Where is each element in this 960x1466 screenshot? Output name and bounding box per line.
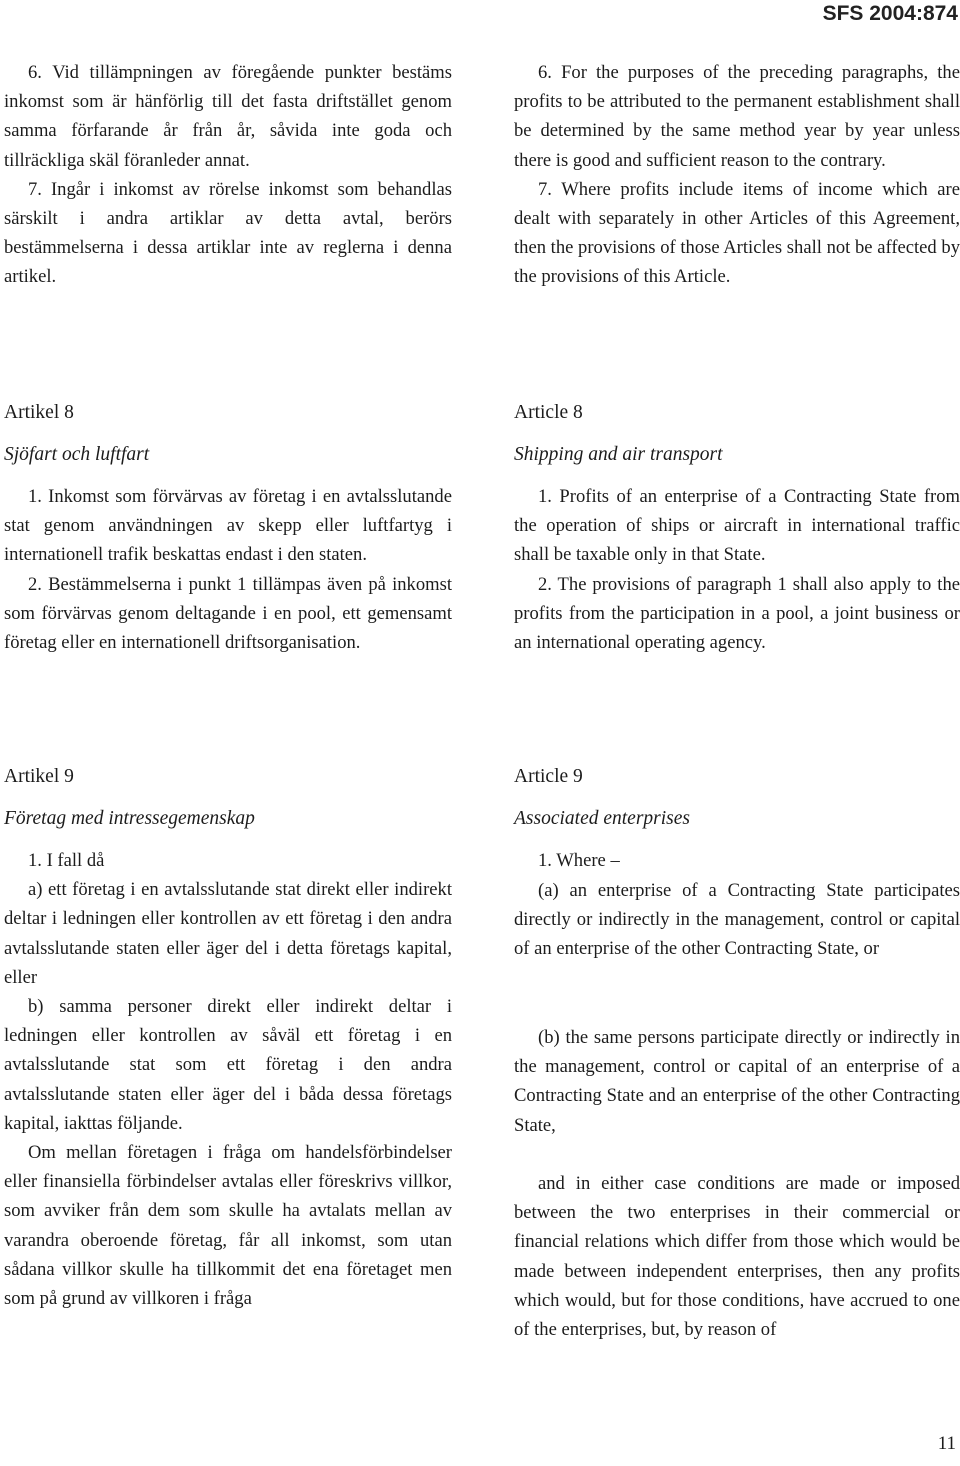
sv-article-9-continuation: Om mellan företagen i fråga om handelsförbindelser eller finansiella förbindelser avtalas eller föreskrivs villkor, som avviker från dem som skulle ha avtalats mellan av varandra oberoende företag, får all inkomst, som utan sådana villkor skulle ha tillkommit det ena företaget men som på grund av villkoren i fråga bbox=[4, 1142, 452, 1310]
en-article-9-continuation-text: and in either case conditions are made or imposed between the two enterprises in their commercial or financial relations which differ from those which would be made between independent enterprises, then any profits which would, but for those conditions, have accrued to one of the enterprises, but, by reason of bbox=[514, 1173, 960, 1341]
sv-article-8-paragraph-1: 1. Inkomst som förvärvas av företag i en avtalsslutande stat genom användningen av skepp eller luftfartyg i internationell trafik beskattas endast i den staten. bbox=[4, 486, 452, 566]
en-article-9-item-a bbox=[514, 876, 960, 964]
sv-article-9-subheading: Företag med intressegemenskap bbox=[4, 808, 255, 829]
sv-article-8-heading: Artikel 8 bbox=[4, 402, 74, 423]
en-article-8-paragraph-1: 1. Profits of an enterprise of a Contracting State from the operation of ships or aircraft in international traffic shall be taxable only in that State. bbox=[514, 486, 960, 566]
en-paragraph-6: 6. For the purposes of the preceding paragraphs, the profits to be attributed to the permanent establishment shall be determined by the same method year by year unless there is good and sufficient reason to the contrary. bbox=[514, 62, 960, 171]
sv-article-9-item-b: b) samma personer direkt eller indirekt deltar i ledningen eller kontrollen av såväl ett företag i en avtalsslutande stat som ett företag i den andra avtalsslutande staten eller äger del i båda dessa företags kapital, iakttas följande. bbox=[4, 996, 452, 1134]
sv-article-9-body bbox=[4, 846, 452, 1313]
en-article-8-body bbox=[514, 482, 960, 657]
en-paragraph-7: 7. Where profits include items of income which are dealt with separately in other Articles of this Agreement, then the provisions of those Articles shall not be affected by the provisions of this Article. bbox=[514, 178, 960, 288]
en-article-9-subheading: Associated enterprises bbox=[514, 808, 691, 829]
sv-paragraph-7: 7. Ingår i inkomst av rörelse inkomst som behandlas särskilt i andra artiklar av detta avtal, berörs bestämmelserna i dessa artiklar inte av reglerna i denna artikel. bbox=[4, 178, 452, 288]
sv-article-8-body bbox=[4, 482, 452, 657]
document-reference: SFS 2004:874 bbox=[822, 2, 958, 25]
en-article-8-subheading: Shipping and air transport bbox=[514, 444, 723, 465]
en-article-9-paragraph-1 bbox=[514, 846, 960, 875]
sv-paragraph-6: 6. Vid tillämpningen av föregående punkter bestäms inkomst som är hänförlig till det fasta driftstället genom samma förfarande år från år, såvida inte goda och tillräckliga skäl föranleder annat. bbox=[4, 62, 452, 171]
sv-article-9-item-a: a) ett företag i en avtalsslutande stat direkt eller indirekt deltar i ledningen eller kontrollen av ett företag i den andra avtalsslutande staten eller äger del i detta företags kapital, eller bbox=[4, 879, 452, 988]
en-article-8-heading: Article 8 bbox=[514, 402, 583, 423]
en-top-block bbox=[514, 58, 960, 292]
sv-article-9-heading: Artikel 9 bbox=[4, 766, 74, 787]
en-article-9-item-a-text: (a) an enterprise of a Contracting State participates directly or indirectly in the management, control or capital of an enterprise of the other Contracting State, or bbox=[514, 880, 960, 960]
en-article-9-paragraph-1-text: 1. Where – bbox=[538, 850, 620, 871]
en-article-9-heading: Article 9 bbox=[514, 766, 583, 787]
en-article-8-paragraph-2: 2. The provisions of paragraph 1 shall also apply to the profits from the participation in a pool, a joint business or an international operating agency. bbox=[514, 573, 960, 654]
en-article-9-continuation bbox=[514, 1169, 960, 1344]
page-number: 11 bbox=[937, 1433, 956, 1454]
sv-article-8-paragraph-2: 2. Bestämmelserna i punkt 1 tillämpas även på inkomst som förvärvas genom deltagande i en pool, ett gemensamt företag eller en internationell driftsorganisation. bbox=[4, 573, 452, 654]
en-article-9-item-b bbox=[514, 1023, 960, 1140]
sv-article-8-subheading: Sjöfart och luftfart bbox=[4, 444, 150, 465]
en-article-9-item-b-text: (b) the same persons participate directly or indirectly in the management, control or capital of an enterprise of a Contracting State and an enterprise of the other Contracting State, bbox=[514, 1027, 960, 1136]
sv-top-block bbox=[4, 58, 452, 292]
sv-article-9-paragraph-1: 1. I fall då bbox=[28, 850, 105, 871]
